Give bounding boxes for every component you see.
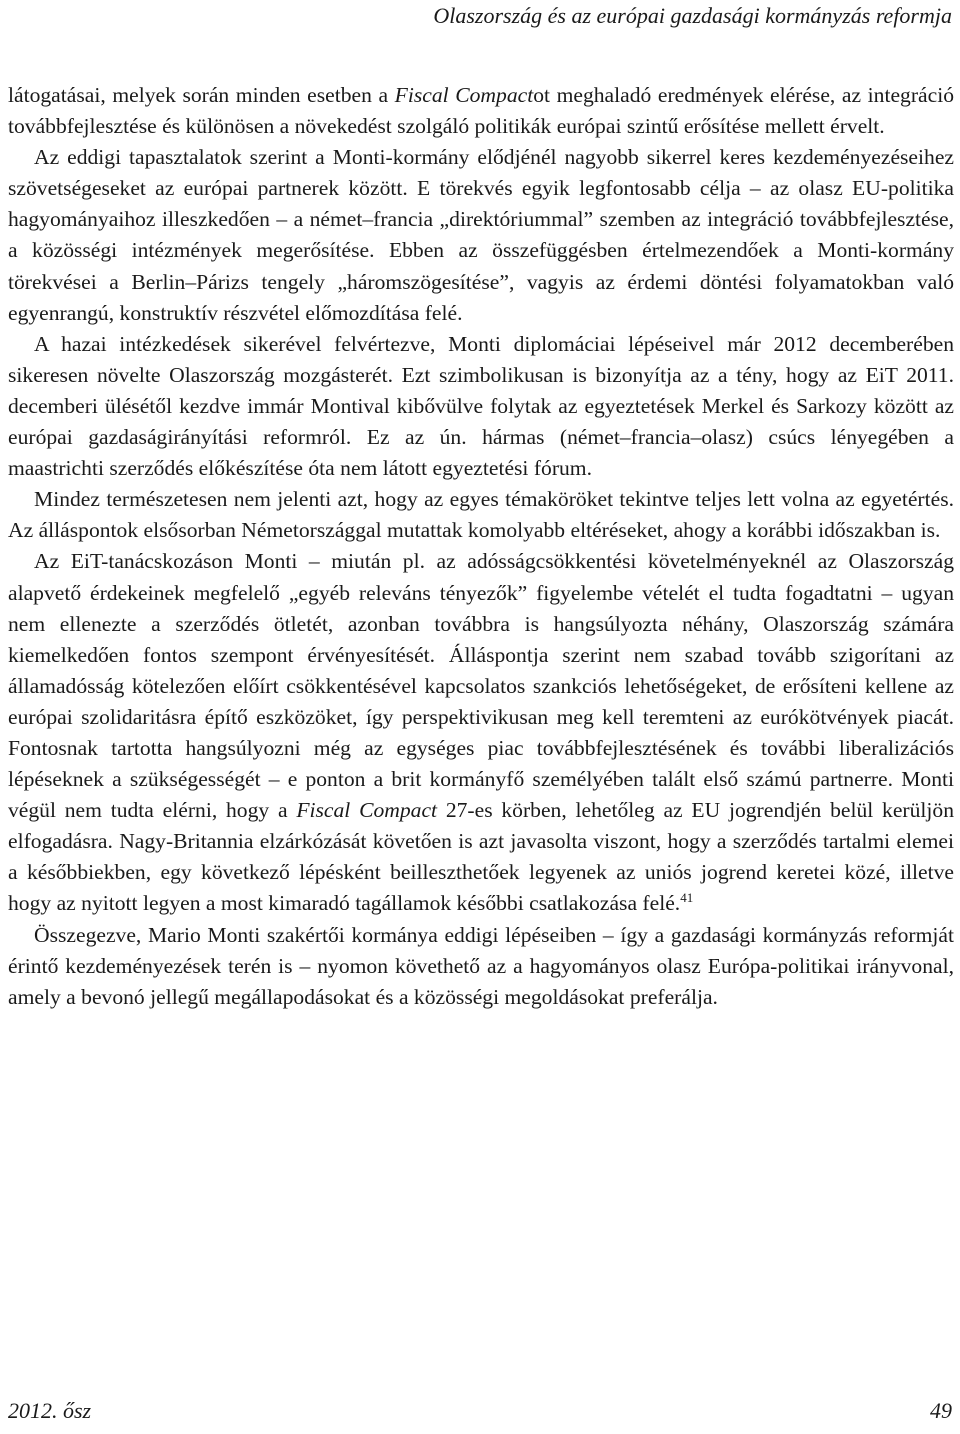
text-segment: Mindez természetesen nem jelenti azt, hogy az egyes témaköröket tekintve teljes lett volna az egyetértés. Az álláspontok elsősorban Németországgal mutattak komolyabb eltéréseket, ahogy a korábbi időszakban is. bbox=[8, 487, 954, 543]
paragraph bbox=[8, 920, 954, 1013]
text-segment: Az EiT-tanácskozáson Monti – miután pl. az adósságcsökkentési követelményeknél az Olaszország alapvető érdekeinek megfelelő „egyéb releváns tényezők” figyelembe vételét el tudta fogadtatni – ugyan nem ellenezte a szerződés ötletét, azonban továbbra is hangsúlyozta néhány, Olaszország számára kiemelkedően fontos szempont érvényesítését. Álláspontja szerint nem szabad tovább szigorítani az államadósság kötelezően előírt csökkentésével kapcsolatos szankciós lehetőségeket, de erősíteni kellene az európai szolidaritásra építő eszközöket, így perspektivikusan meg kell teremteni az eurókötvények piacát. Fontosnak tartotta hangsúlyozni még az egységes piac továbbfejlesztésének és további liberalizációs lépéseknek a szükségességét – e ponton a brit kormányfő személyében talált első számú partnerre. Monti végül nem tudta elérni, hogy a bbox=[8, 549, 954, 823]
article-body bbox=[8, 80, 954, 1013]
running-head-title: Olaszország és az európai gazdasági kormányzás reformja bbox=[433, 3, 952, 28]
italic-term: Fiscal Compact bbox=[296, 798, 438, 823]
paragraph bbox=[8, 546, 954, 919]
text-segment: ot meghaladó eredmények elérése, az integráció továbbfejlesztése és különösen a növekedést szolgáló politikák európai szintű erősítése mellett érvelt. bbox=[8, 83, 954, 139]
text-segment: Összegezve, Mario Monti szakértői kormánya eddigi lépéseiben – így a gazdasági kormányzás reformját érintő kezdeményezések terén is – nyomon követhető az a hagyományos olasz Európa-politikai irányvonal, amely a bevonó jellegű megállapodásokat és a közösségi megoldásokat preferálja. bbox=[8, 922, 954, 1009]
italic-term: Fiscal Compact bbox=[394, 83, 534, 107]
footnote-ref: 41 bbox=[680, 890, 694, 906]
paragraph bbox=[8, 142, 954, 329]
footer-issue: 2012. ősz bbox=[8, 1398, 92, 1423]
text-segment: 27-es körben, lehetőleg az EU jogrendjén belül kerüljön elfogadásra. Nagy-Britannia elzárkózását követően is azt javasolta viszont, hogy a szerződés tartalmi elemei a későbbiekben, egy következő lépésként beilleszthetőek legyenek az uniós jogrend keretei közé, illetve hogy az nyitott legyen a most kimaradó tagállamok későbbi csatlakozása felé. bbox=[8, 798, 954, 916]
text-segment: A hazai intézkedések sikerével felvértezve, Monti diplomáciai lépéseivel már 2012 decemberében sikeresen növelte Olaszország mozgásterét. Ezt szimbolikusan is bizonyítja az a tény, hogy az EiT 2011. decemberi ülésétől kezdve immár Montival kibővülve folytak az egyeztetések Merkel és Sarkozy között az európai gazdaságirányítási reformról. Ez az ún. hármas (német–francia–olasz) csúcs lényegében a maastrichti szerződés előkészítése óta nem látott egyeztetési fórum. bbox=[8, 331, 954, 481]
page-number: 49 bbox=[930, 1398, 952, 1423]
paragraph bbox=[8, 329, 954, 484]
text-segment: látogatásai, melyek során minden esetben a bbox=[8, 83, 395, 107]
paragraph bbox=[8, 80, 954, 142]
paragraph bbox=[8, 484, 954, 546]
text-segment: Az eddigi tapasztalatok szerint a Monti-kormány elődjénél nagyobb sikerrel keres kezdeményezéseihez szövetségeseket az európai partnerek között. E törekvés egyik legfontosabb célja – az olasz EU-politika hagyományaihoz illeszkedően – a német–francia „direktóriummal” szemben az integráció továbbfejlesztése, a közösségi intézmények megerősítése. Ebben az összefüggésben értelmezendőek a Monti-kormány törekvései a Berlin–Párizs tengely „háromszögesítése”, vagyis az érdemi döntési folyamatokban való egyenrangú, konstruktív részvétel előmozdítása felé. bbox=[8, 145, 954, 325]
